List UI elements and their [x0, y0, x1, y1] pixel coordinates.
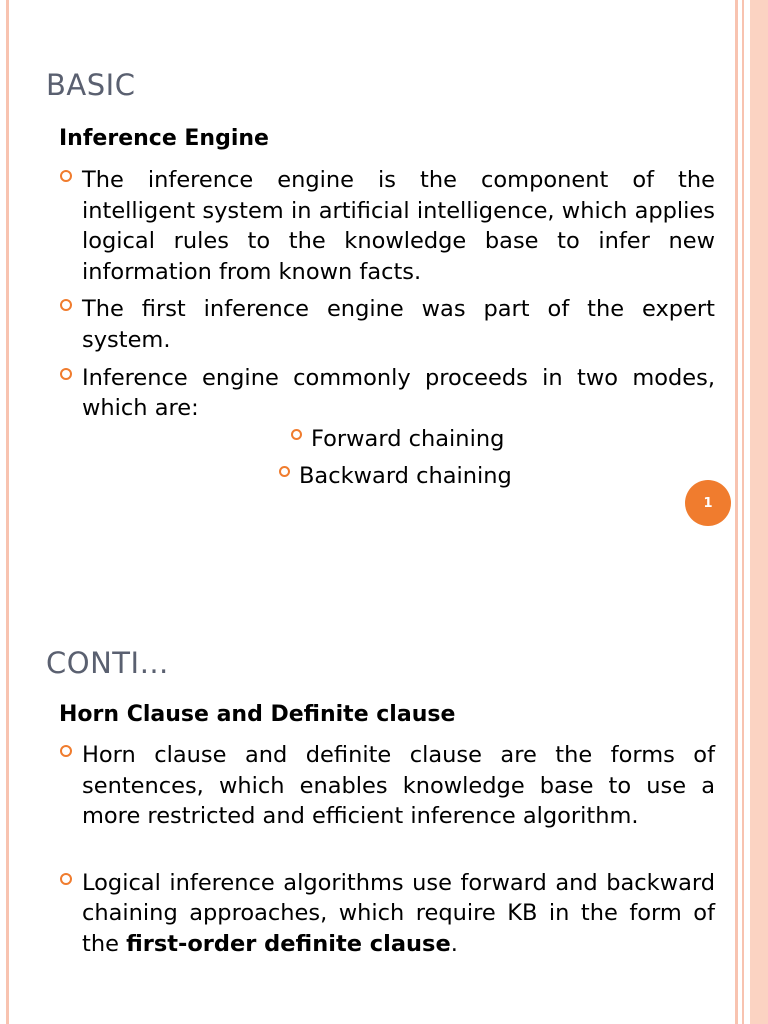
- circle-bullet-icon: [60, 873, 72, 885]
- right-border-band: [750, 0, 768, 1024]
- right-border-line: [735, 0, 738, 1024]
- bullet-item: Logical inference algorithms use forward and backward chaining approaches, which require KB in the form of the first-order definite clause.: [59, 868, 715, 960]
- slide-title: BASIC: [46, 68, 136, 102]
- bullet-list: [59, 165, 715, 489]
- slide-subheading: Inference Engine: [59, 126, 269, 151]
- sub-bullet-item: Backward chaining: [279, 461, 512, 492]
- circle-bullet-icon: [60, 745, 72, 757]
- bold-term: first-order definite clause: [126, 930, 451, 957]
- bullet-list: [59, 740, 715, 967]
- bullet-item: The inference engine is the component of the intelligent system in artificial intelligence, which applies logical rules to the knowledge base to infer new information from known facts.: [59, 165, 715, 287]
- circle-bullet-icon: [60, 170, 72, 182]
- bullet-item: The first inference engine was part of the expert system.: [59, 294, 715, 355]
- slide-2: [0, 560, 735, 1024]
- page-number-badge: 1: [685, 480, 731, 526]
- circle-bullet-icon: [279, 466, 290, 477]
- slide-title: CONTI…: [46, 646, 170, 680]
- bullet-item: Horn clause and definite clause are the forms of sentences, which enables knowledge base to use a more restricted and efficient inference algorithm.: [59, 740, 715, 832]
- slide-subheading: Horn Clause and Definite clause: [59, 702, 456, 727]
- bullet-item: Inference engine commonly proceeds in two modes, which are: Forward chaining Backward chaining: [59, 363, 715, 424]
- right-border-line-thin: [742, 0, 744, 1024]
- sub-bullet-item: Forward chaining: [291, 424, 504, 455]
- circle-bullet-icon: [60, 299, 72, 311]
- circle-bullet-icon: [60, 368, 72, 380]
- circle-bullet-icon: [291, 429, 302, 440]
